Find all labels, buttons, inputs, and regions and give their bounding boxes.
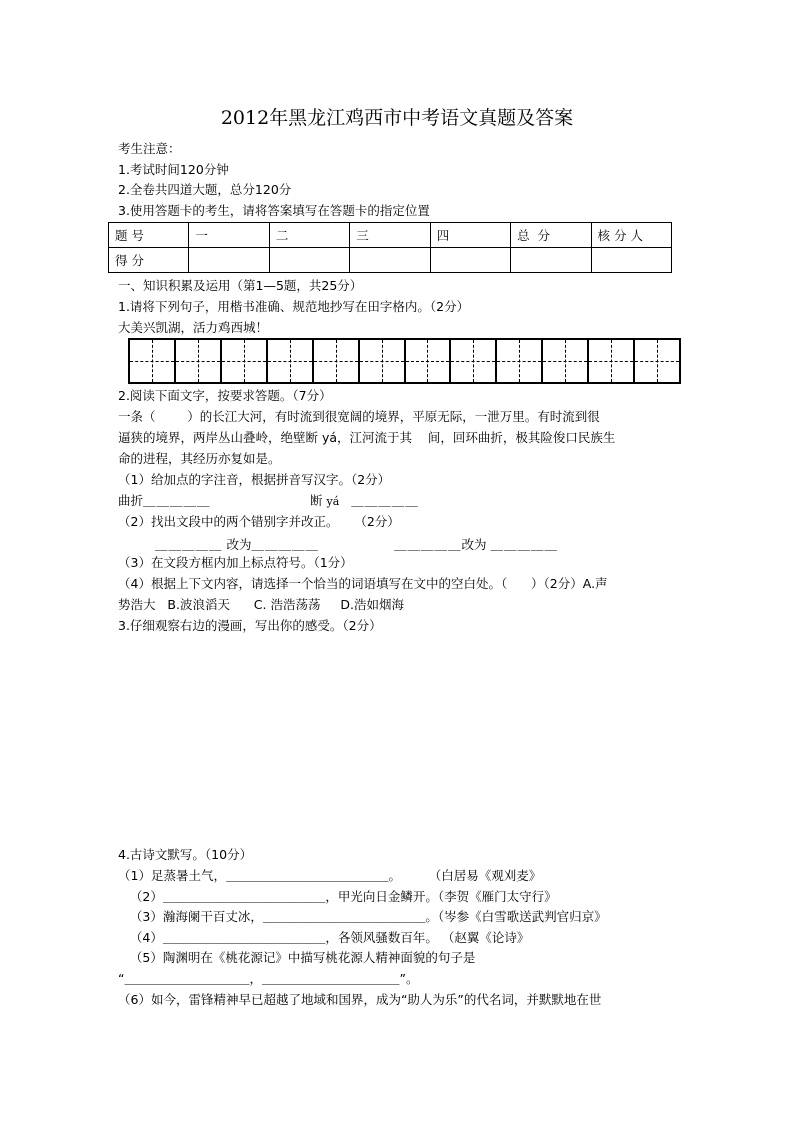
word-label: 断: [310, 493, 323, 508]
pinyin-text: yá: [326, 495, 340, 508]
correction-line: [394, 537, 558, 553]
sub-question: （1）给加点的字注音，根据拼音写汉字。（2分）: [118, 472, 391, 487]
tianzige-cell[interactable]: [130, 340, 176, 382]
answer-blank[interactable]: ＿＿＿＿＿: [251, 537, 320, 552]
poem-line: （4）＿＿＿＿＿＿＿＿＿＿＿＿＿，各领风骚数百年。 （赵翼《论诗》: [118, 930, 530, 945]
question-prompt: 4.古诗文默写。（10分）: [118, 847, 253, 862]
question-prompt: 2.阅读下面文字，按要求答题。（7分）: [118, 388, 332, 403]
tianzige-cell[interactable]: [268, 340, 314, 382]
score-table-header-cell: 核 分 人: [591, 223, 671, 248]
pinyin-answer-line: [310, 493, 419, 510]
notice-item: 2.全卷共四道大题，总分120分: [118, 182, 292, 197]
score-row-label: 得 分: [109, 248, 189, 273]
tianzige-cell[interactable]: [314, 340, 360, 382]
question-prompt: 1.请将下列句子，用楷书准确、规范地抄写在田字格内。（2分）: [118, 299, 470, 314]
word-label: 曲折: [118, 493, 144, 508]
options-line: 势浩大 B.波浪滔天 C. 浩浩荡荡 D.浩如烟海: [118, 597, 404, 612]
tianzige-cell[interactable]: [497, 340, 543, 382]
score-table-row: [109, 248, 672, 273]
score-table-header-cell: 四: [430, 223, 510, 248]
passage-line: 逼狭的境界，两岸丛山叠岭，绝壁断 yá，江河流于其 间，回环曲折，极其险俊口民族生: [118, 430, 616, 445]
correction-line: [155, 537, 319, 553]
poem-line: （1）足蒸暑土气，＿＿＿＿＿＿＿＿＿＿＿＿＿。 （白居易《观刈麦》: [118, 868, 542, 883]
answer-blank[interactable]: ＿＿＿＿＿: [490, 537, 559, 552]
page-title: 2012年黑龙江鸡西市中考语文真题及答案: [220, 107, 574, 129]
passage-line: 命的进程，其经历亦复如是。: [118, 451, 281, 466]
change-to-label: 改为: [226, 537, 252, 552]
notice-item: 1.考试时间120分钟: [118, 162, 229, 177]
score-table-header-row: [109, 223, 672, 248]
copy-sentence: 大美兴凯湖，活力鸡西城！: [118, 320, 269, 335]
change-to-label: 改为: [461, 537, 487, 552]
notice-heading: 考生注意：: [118, 141, 181, 156]
score-cell[interactable]: [189, 248, 269, 273]
answer-blank[interactable]: ＿＿＿＿＿: [143, 493, 211, 508]
passage-line: 一条（ ）的长江大河，有时流到很宽阔的境界，平原无际，一泄万里。有时流到很: [118, 409, 600, 424]
tianzige-cell[interactable]: [176, 340, 222, 382]
tianzige-cell[interactable]: [360, 340, 406, 382]
poem-line: （5）陶渊明在《桃花源记》中描写桃花源人精神面貌的句子是: [118, 950, 476, 965]
poem-line: “＿＿＿＿＿＿＿＿＿＿，＿＿＿＿＿＿＿＿＿＿＿”。: [118, 971, 419, 986]
score-table-header-cell: 题 号: [109, 223, 189, 248]
poem-line: （3）瀚海阑干百丈冰，＿＿＿＿＿＿＿＿＿＿＿＿＿。（岑参《白雪歌送武判官归京》: [118, 909, 607, 924]
poem-line: （6）如今，雷锋精神早已超越了地域和国界，成为“助人为乐”的代名词，并默默地在世: [118, 992, 602, 1007]
score-cell[interactable]: [511, 248, 591, 273]
sub-question: （3）在文段方框内加上标点符号。（1分）: [118, 555, 353, 570]
sub-question: （2）找出文段中的两个错别字并改正。 （2分）: [118, 514, 400, 529]
score-table-header-cell: 三: [350, 223, 430, 248]
score-cell[interactable]: [269, 248, 349, 273]
tianzige-cell[interactable]: [589, 340, 635, 382]
poem-line: （2）＿＿＿＿＿＿＿＿＿＿＿＿＿，甲光向日金鳞开。（李贺《雁门太守行》: [118, 889, 557, 904]
score-cell[interactable]: [430, 248, 510, 273]
answer-blank[interactable]: ＿＿＿＿＿: [351, 493, 419, 508]
question-prompt: 3.仔细观察右边的漫画，写出你的感受。（2分）: [118, 618, 382, 633]
sub-question: （4）根据上下文内容，请选择一个恰当的词语填写在文中的空白处。（ ）（2分）A.声: [118, 576, 608, 591]
score-table: [108, 222, 672, 273]
score-table-header-cell: 一: [189, 223, 269, 248]
score-table-header-cell: 总 分: [511, 223, 591, 248]
tianzige-cell[interactable]: [635, 340, 679, 382]
tianzige-cell[interactable]: [222, 340, 268, 382]
notice-item: 3.使用答题卡的考生，请将答案填写在答题卡的指定位置: [118, 203, 430, 218]
answer-blank[interactable]: ＿＿＿＿＿: [155, 537, 223, 552]
score-cell[interactable]: [350, 248, 430, 273]
tianzige-grid[interactable]: [128, 338, 681, 384]
tianzige-cell[interactable]: [451, 340, 497, 382]
answer-blank[interactable]: ＿＿＿＿＿: [394, 537, 462, 552]
section-heading: 一、知识积累及运用（第1—5题，共25分）: [118, 278, 363, 293]
tianzige-cell[interactable]: [543, 340, 589, 382]
pinyin-answer-line: [118, 493, 211, 509]
tianzige-cell[interactable]: [406, 340, 452, 382]
score-cell[interactable]: [591, 248, 671, 273]
score-table-header-cell: 二: [269, 223, 349, 248]
